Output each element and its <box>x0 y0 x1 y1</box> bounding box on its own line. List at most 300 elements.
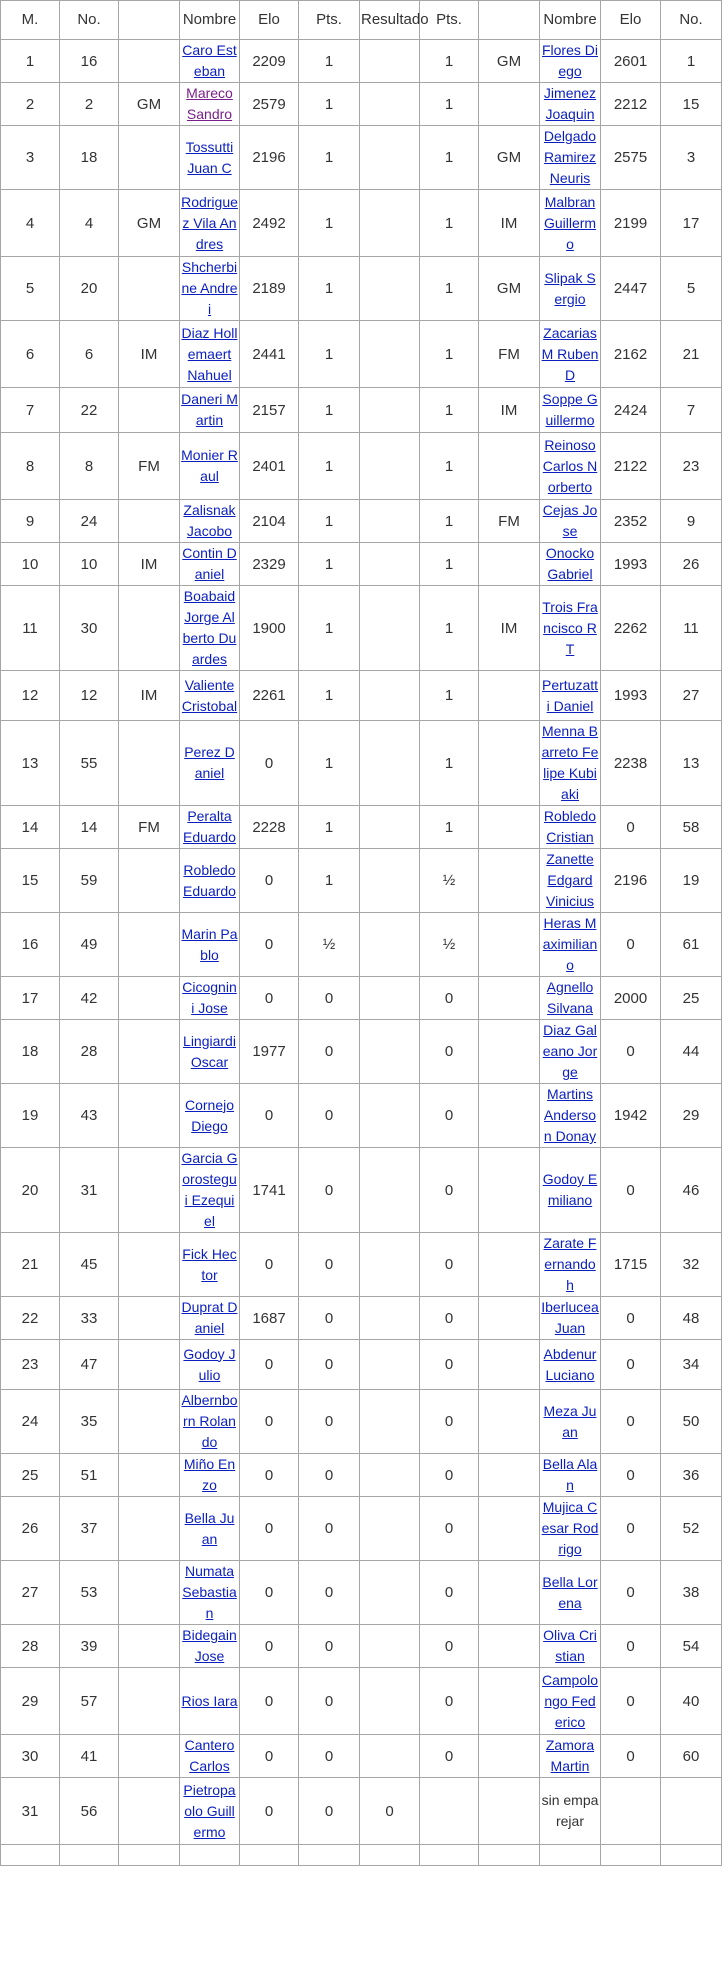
black-title <box>479 1561 540 1625</box>
table-row <box>1 1297 722 1340</box>
white-player-cell <box>180 1084 240 1148</box>
table-row <box>1 913 722 977</box>
white-player-cell <box>180 1454 240 1497</box>
black-seed: 36 <box>661 1454 722 1497</box>
black-player-link[interactable]: Martins Anderson Donay <box>543 1086 597 1144</box>
black-elo: 2352 <box>601 500 661 543</box>
white-player-link[interactable]: Daneri Martin <box>181 391 238 428</box>
white-seed: 16 <box>60 40 119 83</box>
table-row <box>1 40 722 83</box>
result <box>360 83 420 126</box>
white-seed: 2 <box>60 83 119 126</box>
black-player-link[interactable]: Iberlucea Juan <box>541 1299 599 1336</box>
result: 0 <box>360 1778 420 1845</box>
white-seed: 18 <box>60 126 119 190</box>
white-elo: 0 <box>240 849 299 913</box>
black-seed: 50 <box>661 1390 722 1454</box>
black-player-link[interactable]: Agnello Silvana <box>546 979 594 1016</box>
white-player-link[interactable]: Valiente Cristobal <box>181 676 238 714</box>
white-player-link[interactable]: Boabaid Jorge Alberto Duardes <box>182 588 237 667</box>
board-number: 13 <box>1 721 60 806</box>
white-title <box>119 1390 180 1454</box>
black-player-cell <box>540 1735 601 1778</box>
black-title: GM <box>479 40 540 83</box>
black-seed: 34 <box>661 1340 722 1390</box>
white-player-link[interactable]: Pietropaolo Guillermo <box>183 1781 236 1840</box>
result <box>360 190 420 257</box>
white-player-cell <box>180 1561 240 1625</box>
white-player-cell <box>180 388 240 433</box>
black-seed: 27 <box>661 671 722 721</box>
black-elo: 2000 <box>601 977 661 1020</box>
table-row <box>1 543 722 586</box>
white-player-link[interactable]: Garcia Gorostegui Ezequiel <box>181 1150 238 1229</box>
col-white-title <box>119 1 180 40</box>
white-title <box>119 126 180 190</box>
black-player-cell <box>540 190 601 257</box>
white-elo: 0 <box>240 1497 299 1561</box>
black-player-link[interactable]: Zarate Fernandoh <box>543 1235 597 1293</box>
black-title <box>479 1084 540 1148</box>
black-player-link[interactable]: Bella Lorena <box>542 1573 598 1611</box>
table-row <box>1 1625 722 1668</box>
white-points: 0 <box>299 1561 360 1625</box>
white-player-link[interactable]: Diaz Hollemaert Nahuel <box>181 324 238 383</box>
black-seed: 15 <box>661 83 722 126</box>
white-player-link[interactable]: Marin Pablo <box>181 925 238 963</box>
white-player-link[interactable]: Cicognini Jose <box>182 979 237 1016</box>
black-points: 1 <box>420 500 479 543</box>
white-player-cell <box>180 1390 240 1454</box>
white-player-link[interactable]: Lingiardi Oscar <box>183 1032 236 1070</box>
white-player-link[interactable]: Albernborn Rolando <box>181 1392 238 1450</box>
black-elo: 2212 <box>601 83 661 126</box>
white-seed: 22 <box>60 388 119 433</box>
table-row <box>1 1668 722 1735</box>
black-title <box>479 671 540 721</box>
white-player-link[interactable]: Miño Enzo <box>183 1456 236 1493</box>
white-title <box>119 1454 180 1497</box>
black-player-link[interactable]: Bella Alan <box>542 1456 598 1493</box>
board-number: 18 <box>1 1020 60 1084</box>
white-player-link[interactable]: Tossutti Juan C <box>185 138 234 176</box>
white-points: 1 <box>299 500 360 543</box>
result <box>360 671 420 721</box>
black-player-link[interactable]: Jimenez Joaquin <box>543 85 597 122</box>
white-seed: 4 <box>60 190 119 257</box>
white-points: 0 <box>299 1778 360 1845</box>
result <box>360 40 420 83</box>
white-seed: 53 <box>60 1561 119 1625</box>
white-seed: 47 <box>60 1340 119 1390</box>
board-number: 15 <box>1 849 60 913</box>
black-player-cell <box>540 1297 601 1340</box>
black-elo: 2424 <box>601 388 661 433</box>
white-player-link[interactable]: Cantero Carlos <box>184 1737 235 1774</box>
white-player-cell <box>180 806 240 849</box>
black-player-link[interactable]: Zanette Edgard Vinicius <box>546 851 594 909</box>
white-player-link[interactable]: Bidegain Jose <box>182 1627 237 1664</box>
black-elo: 0 <box>601 1148 661 1233</box>
white-title <box>119 1561 180 1625</box>
white-player-link[interactable]: Duprat Daniel <box>181 1299 238 1336</box>
black-title <box>479 83 540 126</box>
white-player-cell <box>180 1778 240 1845</box>
white-title <box>119 1297 180 1340</box>
black-player-link[interactable]: Delgado Ramirez Neuris <box>543 128 597 186</box>
col-result: Resultado <box>360 1 420 40</box>
empty-cell <box>420 1845 479 1866</box>
white-elo: 2329 <box>240 543 299 586</box>
black-player-link[interactable]: Malbran Guillermo <box>543 193 597 252</box>
result <box>360 1454 420 1497</box>
board-number: 24 <box>1 1390 60 1454</box>
white-player-link[interactable]: Shcherbine Andrei <box>181 259 238 317</box>
col-black-elo: Elo <box>601 1 661 40</box>
white-title <box>119 1625 180 1668</box>
table-row <box>1 849 722 913</box>
white-elo: 0 <box>240 1735 299 1778</box>
black-player-link[interactable]: Soppe Guillermo <box>542 391 598 428</box>
table-row <box>1 388 722 433</box>
white-points: 1 <box>299 126 360 190</box>
table-row <box>1 1735 722 1778</box>
white-title: GM <box>119 190 180 257</box>
white-player-link[interactable]: Mareco Sandro <box>186 85 233 122</box>
table-row <box>1 586 722 671</box>
black-seed: 21 <box>661 321 722 388</box>
black-points: 1 <box>420 806 479 849</box>
table-row <box>1 190 722 257</box>
black-title <box>479 433 540 500</box>
white-player-link[interactable]: Numata Sebastian <box>182 1563 237 1621</box>
white-seed: 14 <box>60 806 119 849</box>
black-player-link[interactable]: Zacarias M Ruben D <box>541 324 599 383</box>
empty-cell <box>1 1845 60 1866</box>
white-title: GM <box>119 83 180 126</box>
white-player-link[interactable]: Peralta Eduardo <box>183 808 236 845</box>
black-player-link[interactable]: Cejas Jose <box>542 502 598 539</box>
white-points: 0 <box>299 1297 360 1340</box>
white-elo: 2209 <box>240 40 299 83</box>
black-seed: 40 <box>661 1668 722 1735</box>
col-black-pts: Pts. <box>420 1 479 40</box>
board-number: 23 <box>1 1340 60 1390</box>
black-player-cell <box>540 1454 601 1497</box>
result <box>360 586 420 671</box>
table-row <box>1 1454 722 1497</box>
black-player-cell <box>540 1020 601 1084</box>
table-row <box>1 1340 722 1390</box>
black-points <box>420 1778 479 1845</box>
black-points: 1 <box>420 40 479 83</box>
white-elo: 0 <box>240 1084 299 1148</box>
black-player-link[interactable]: Meza Juan <box>543 1402 597 1440</box>
black-player-link[interactable]: Reinoso Carlos Norberto <box>542 436 598 495</box>
black-player-cell <box>540 806 601 849</box>
board-number: 25 <box>1 1454 60 1497</box>
black-player-link[interactable]: Oliva Cristian <box>543 1627 597 1664</box>
black-player-link[interactable]: Campolongo Federico <box>541 1671 599 1730</box>
col-black-no: No. <box>661 1 722 40</box>
board-number: 1 <box>1 40 60 83</box>
black-player-cell <box>540 1390 601 1454</box>
black-seed: 5 <box>661 257 722 321</box>
black-seed: 61 <box>661 913 722 977</box>
black-points: 1 <box>420 433 479 500</box>
white-seed: 24 <box>60 500 119 543</box>
white-player-link[interactable]: Robledo Eduardo <box>183 861 236 899</box>
white-points: 0 <box>299 1233 360 1297</box>
white-title: FM <box>119 433 180 500</box>
black-seed: 26 <box>661 543 722 586</box>
white-seed: 6 <box>60 321 119 388</box>
white-player-link[interactable]: Cornejo Diego <box>184 1096 235 1134</box>
black-player-cell <box>540 433 601 500</box>
black-title <box>479 977 540 1020</box>
white-player-link[interactable]: Monier Raul <box>181 447 238 484</box>
white-player-link[interactable]: Perez Daniel <box>184 744 235 781</box>
board-number: 2 <box>1 83 60 126</box>
board-number: 5 <box>1 257 60 321</box>
board-number: 7 <box>1 388 60 433</box>
result <box>360 1668 420 1735</box>
white-player-cell <box>180 40 240 83</box>
black-player-link[interactable]: Zamora Martin <box>545 1737 595 1774</box>
black-player-cell <box>540 1148 601 1233</box>
white-elo: 0 <box>240 1778 299 1845</box>
white-player-cell <box>180 1668 240 1735</box>
white-elo: 2104 <box>240 500 299 543</box>
black-points: 0 <box>420 1233 479 1297</box>
white-seed: 56 <box>60 1778 119 1845</box>
black-seed: 7 <box>661 388 722 433</box>
white-points: 0 <box>299 1668 360 1735</box>
black-player-link[interactable]: Godoy Emiliano <box>542 1171 598 1208</box>
black-elo: 2196 <box>601 849 661 913</box>
white-title <box>119 913 180 977</box>
table-row <box>1 1390 722 1454</box>
result <box>360 977 420 1020</box>
black-player-link[interactable]: Trois Francisco R T <box>542 598 598 657</box>
white-elo: 1900 <box>240 586 299 671</box>
white-title <box>119 500 180 543</box>
empty-cell <box>60 1845 119 1866</box>
empty-cell <box>360 1845 420 1866</box>
white-player-link[interactable]: Fick Hector <box>182 1245 237 1283</box>
white-player-link[interactable]: Rodriguez Vila Andres <box>181 193 238 252</box>
board-number: 12 <box>1 671 60 721</box>
result <box>360 543 420 586</box>
result <box>360 257 420 321</box>
result <box>360 1390 420 1454</box>
board-number: 30 <box>1 1735 60 1778</box>
white-title: IM <box>119 321 180 388</box>
black-elo: 0 <box>601 1625 661 1668</box>
white-seed: 42 <box>60 977 119 1020</box>
black-player-cell <box>540 1340 601 1390</box>
white-title <box>119 1735 180 1778</box>
result <box>360 126 420 190</box>
black-title: GM <box>479 257 540 321</box>
black-player-cell <box>540 1084 601 1148</box>
white-elo: 0 <box>240 1668 299 1735</box>
black-points: 0 <box>420 1561 479 1625</box>
white-title <box>119 388 180 433</box>
board-number: 20 <box>1 1148 60 1233</box>
result <box>360 721 420 806</box>
white-player-link[interactable]: Zalisnak Jacobo <box>183 502 236 539</box>
black-elo: 0 <box>601 1735 661 1778</box>
header-row <box>1 1 722 40</box>
black-title <box>479 1390 540 1454</box>
black-player-link[interactable]: Pertuzatti Daniel <box>541 676 599 714</box>
white-points: 1 <box>299 671 360 721</box>
empty-cell <box>661 1845 722 1866</box>
empty-cell <box>601 1845 661 1866</box>
black-player-cell <box>540 1668 601 1735</box>
white-player-link[interactable]: Godoy Julio <box>183 1345 236 1383</box>
black-seed: 29 <box>661 1084 722 1148</box>
table-row-empty <box>1 1845 722 1866</box>
white-player-link[interactable]: Rios Iara <box>181 1692 238 1709</box>
black-title: IM <box>479 388 540 433</box>
black-elo: 1993 <box>601 543 661 586</box>
black-elo: 0 <box>601 1297 661 1340</box>
white-seed: 43 <box>60 1084 119 1148</box>
white-title <box>119 721 180 806</box>
white-seed: 10 <box>60 543 119 586</box>
white-points: 1 <box>299 543 360 586</box>
white-seed: 51 <box>60 1454 119 1497</box>
result <box>360 1084 420 1148</box>
black-title: FM <box>479 500 540 543</box>
white-elo: 0 <box>240 1233 299 1297</box>
black-points: 0 <box>420 1148 479 1233</box>
white-player-link[interactable]: Bella Juan <box>184 1509 235 1547</box>
black-player-cell <box>540 977 601 1020</box>
black-elo: 2199 <box>601 190 661 257</box>
black-elo: 0 <box>601 1340 661 1390</box>
board-number: 29 <box>1 1668 60 1735</box>
result <box>360 913 420 977</box>
black-elo: 2575 <box>601 126 661 190</box>
table-row <box>1 433 722 500</box>
white-elo: 0 <box>240 721 299 806</box>
white-elo: 0 <box>240 1454 299 1497</box>
result <box>360 1497 420 1561</box>
white-player-link[interactable]: Contin Daniel <box>182 545 237 582</box>
black-points: 1 <box>420 321 479 388</box>
col-white-pts: Pts. <box>299 1 360 40</box>
white-player-cell <box>180 721 240 806</box>
black-points: 1 <box>420 543 479 586</box>
white-points: 1 <box>299 586 360 671</box>
table-row <box>1 1084 722 1148</box>
white-player-link[interactable]: Caro Esteban <box>182 42 237 79</box>
black-player-link[interactable]: Slipak Sergio <box>544 269 596 307</box>
board-number: 17 <box>1 977 60 1020</box>
black-player-link[interactable]: Diaz Galeano Jorge <box>542 1022 598 1080</box>
white-player-cell <box>180 190 240 257</box>
white-points: 0 <box>299 1340 360 1390</box>
black-player-link[interactable]: Robledo Cristian <box>543 808 597 845</box>
black-points: 1 <box>420 126 479 190</box>
black-elo: 0 <box>601 1668 661 1735</box>
white-seed: 37 <box>60 1497 119 1561</box>
black-player-link[interactable]: Menna Barreto Felipe Kubiaki <box>541 723 599 802</box>
white-title <box>119 849 180 913</box>
white-points: 0 <box>299 977 360 1020</box>
white-points: 1 <box>299 433 360 500</box>
black-points: 1 <box>420 83 479 126</box>
black-elo: 0 <box>601 913 661 977</box>
result <box>360 388 420 433</box>
black-seed: 13 <box>661 721 722 806</box>
white-seed: 57 <box>60 1668 119 1735</box>
black-player-cell <box>540 500 601 543</box>
black-points: 0 <box>420 1084 479 1148</box>
result <box>360 1340 420 1390</box>
black-title <box>479 1340 540 1390</box>
white-elo: 0 <box>240 1340 299 1390</box>
result <box>360 1561 420 1625</box>
black-player-link[interactable]: Heras Maximiliano <box>542 915 598 973</box>
black-player-cell <box>540 586 601 671</box>
white-player-cell <box>180 849 240 913</box>
white-player-cell <box>180 543 240 586</box>
white-player-cell <box>180 1625 240 1668</box>
black-player-link[interactable]: Abdenur Luciano <box>543 1345 597 1383</box>
black-title <box>479 1497 540 1561</box>
board-number: 21 <box>1 1233 60 1297</box>
black-title <box>479 806 540 849</box>
board-number: 3 <box>1 126 60 190</box>
black-player-link[interactable]: Mujica Cesar Rodrigo <box>541 1499 599 1557</box>
black-seed: 54 <box>661 1625 722 1668</box>
black-points: 0 <box>420 977 479 1020</box>
white-player-cell <box>180 1735 240 1778</box>
black-player-cell <box>540 1233 601 1297</box>
unpaired-label: sin emparejar <box>541 1792 599 1829</box>
white-elo: 2157 <box>240 388 299 433</box>
black-seed: 19 <box>661 849 722 913</box>
white-seed: 59 <box>60 849 119 913</box>
black-seed: 32 <box>661 1233 722 1297</box>
black-player-cell <box>540 321 601 388</box>
black-player-link[interactable]: Onocko Gabriel <box>545 545 595 582</box>
white-points: ½ <box>299 913 360 977</box>
table-row <box>1 977 722 1020</box>
black-points: 1 <box>420 190 479 257</box>
result <box>360 849 420 913</box>
white-seed: 41 <box>60 1735 119 1778</box>
black-elo: 1715 <box>601 1233 661 1297</box>
black-title <box>479 1625 540 1668</box>
white-player-cell <box>180 913 240 977</box>
white-elo: 0 <box>240 913 299 977</box>
black-title <box>479 543 540 586</box>
result <box>360 1148 420 1233</box>
white-title <box>119 40 180 83</box>
black-player-link[interactable]: Flores Diego <box>541 42 598 79</box>
black-seed: 3 <box>661 126 722 190</box>
black-seed: 46 <box>661 1148 722 1233</box>
white-player-cell <box>180 500 240 543</box>
white-player-cell <box>180 671 240 721</box>
board-number: 22 <box>1 1297 60 1340</box>
black-player-cell <box>540 126 601 190</box>
